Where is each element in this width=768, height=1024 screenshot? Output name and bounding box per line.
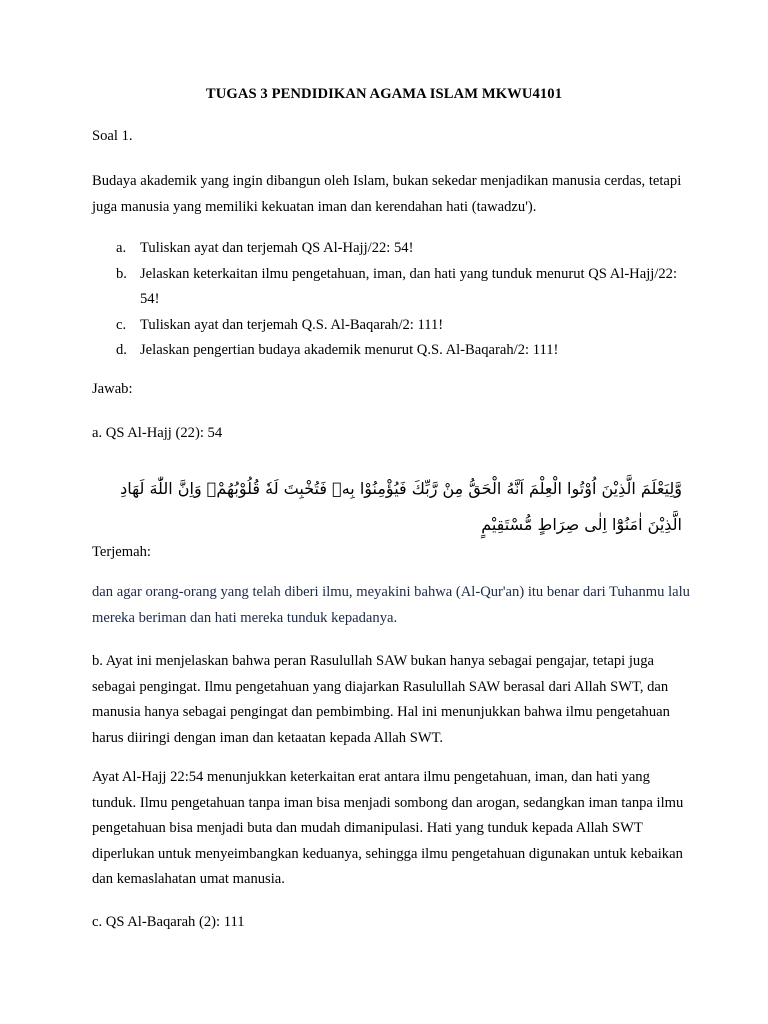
list-marker: a. bbox=[116, 240, 127, 256]
document-title: TUGAS 3 PENDIDIKAN AGAMA ISLAM MKWU4101 bbox=[205, 86, 563, 102]
list-item bbox=[92, 313, 692, 339]
list-item bbox=[92, 262, 692, 313]
soal-label: Soal 1. bbox=[92, 128, 133, 144]
question-list bbox=[92, 236, 692, 364]
question-text: Tuliskan ayat dan terjemah QS Al-Hajj/22: 54! bbox=[140, 240, 414, 256]
terjemah-label: Terjemah: bbox=[92, 544, 151, 560]
jawab-label: Jawab: bbox=[92, 381, 133, 397]
list-item bbox=[92, 338, 692, 364]
list-marker: d. bbox=[116, 342, 127, 358]
answer-c-heading: c. QS Al-Baqarah (2): 111 bbox=[92, 914, 245, 930]
answer-b-paragraph-2: Ayat Al-Hajj 22:54 menunjukkan keterkaitan erat antara ilmu pengetahuan, iman, dan hati yang tunduk. Ilmu pengetahuan tanpa iman bisa menjadi sombong dan arogan, sedangkan iman tanpa ilmu pengetahuan bisa menjadi buta dan mudah dimanipulasi. Hati yang tunduk kepada Allah SWT diperlukan untuk menyeimbangkan keduanya, sehingga ilmu pengetahuan digunakan untuk kebaikan dan kemaslahatan umat manusia. bbox=[92, 769, 684, 887]
arabic-verse: وَّلِيَعْلَمَ الَّذِيْنَ اُوْتُوا الْعِلْمَ اَنَّهُ الْحَقُّ مِنْ رَّبِّكَ فَيُؤْمِنُوْا بِهٖ فَتُخْبِتَ لَهٗ قُلُوْبُهُمْۗ وَاِنَّ اللّٰهَ لَهَادِ الَّذِيْنَ اٰمَنُوْٓا اِلٰى صِرَاطٍ مُّسْتَقِيْمٍ bbox=[120, 479, 682, 534]
question-text: Jelaskan pengertian budaya akademik menurut Q.S. Al-Baqarah/2: 111! bbox=[140, 342, 559, 358]
answer-b-paragraph: b. Ayat ini menjelaskan bahwa peran Rasulullah SAW bukan hanya sebagai pengajar, tetapi juga sebagai pengingat. Ilmu pengetahuan yang diajarkan Rasulullah SAW berasal dari Allah SWT, dan manusia hanya sebagai pengingat dan pembimbing. Hal ini menunjukkan bahwa ilmu pengetahuan harus diiringi dengan iman dan ketaatan kepada Allah SWT. bbox=[92, 653, 670, 746]
list-item bbox=[92, 236, 692, 262]
intro-paragraph: Budaya akademik yang ingin dibangun oleh Islam, bukan sekedar menjadikan manusia cerdas, tetapi juga manusia yang memiliki kekuatan iman dan kerendahan hati (tawadzu'). bbox=[92, 173, 682, 215]
list-marker: b. bbox=[116, 265, 127, 282]
question-text: Tuliskan ayat dan terjemah Q.S. Al-Baqarah/2: 111! bbox=[140, 316, 444, 333]
list-marker: c. bbox=[116, 316, 127, 333]
question-text: Jelaskan keterkaitan ilmu pengetahuan, iman, dan hati yang tunduk menurut QS Al-Hajj/22: 54! bbox=[140, 265, 678, 307]
translation-paragraph: dan agar orang-orang yang telah diberi ilmu, meyakini bahwa (Al-Qur'an) itu benar dari Tuhanmu lalu mereka beriman dan hati mereka tunduk kepadanya. bbox=[92, 584, 690, 626]
answer-a-heading: a. QS Al-Hajj (22): 54 bbox=[92, 425, 223, 441]
